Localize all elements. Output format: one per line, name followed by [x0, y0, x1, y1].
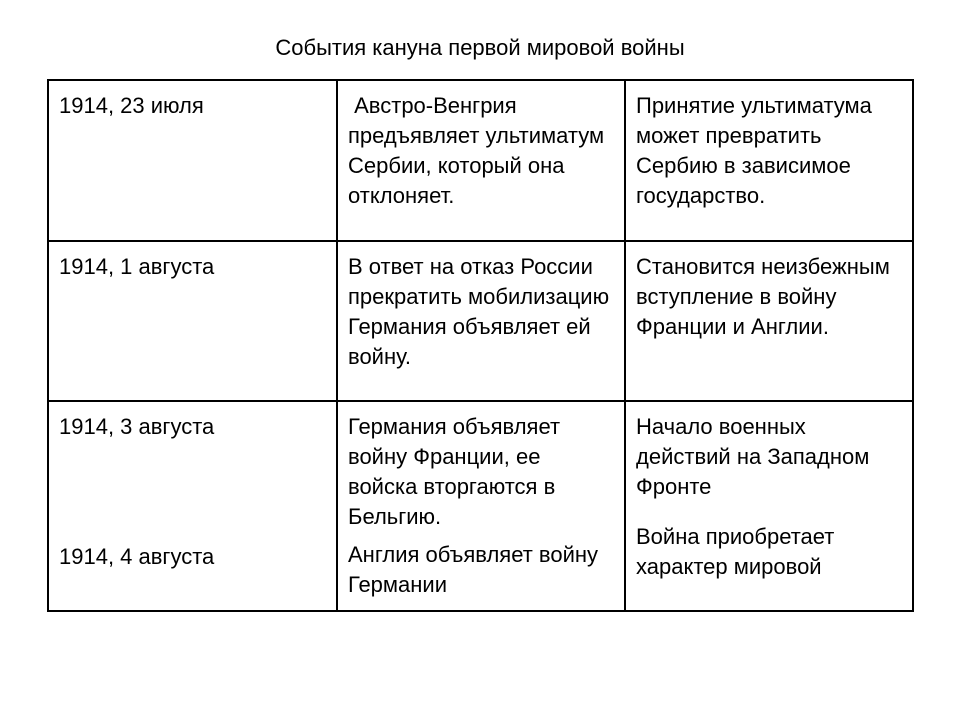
- event-cell: [337, 401, 625, 611]
- table-row: [48, 401, 913, 611]
- event-cell: [337, 241, 625, 401]
- date-text: 1914, 23 июля: [59, 93, 204, 118]
- slide-title: События кануна первой мировой войны: [275, 35, 685, 60]
- date-cell: [48, 241, 337, 401]
- table-row: [48, 241, 913, 401]
- date-cell: [48, 401, 337, 611]
- date-text-secondary: 1914, 4 августа: [59, 544, 215, 569]
- date-text: 1914, 3 августа: [59, 414, 215, 439]
- event-text: Австро-Венгрия предъявляет ультиматум Сербии, который она отклоняет.: [348, 93, 611, 208]
- events-table: [47, 79, 914, 612]
- result-text-secondary: Война приобретает характер мировой: [636, 524, 835, 579]
- event-text: В ответ на отказ России прекратить мобилизацию Германия объявляет ей войну.: [348, 254, 610, 369]
- result-text: Принятие ультиматума может превратить Сербию в зависимое государство.: [636, 93, 872, 208]
- result-cell: [625, 401, 913, 611]
- date-cell: [48, 80, 337, 241]
- table-row: [48, 80, 913, 241]
- event-text: Германия объявляет войну Франции, ее войска вторгаются в Бельгию.: [348, 414, 561, 529]
- event-cell: [337, 80, 625, 241]
- result-text: Начало военных действий на Западном Фронте: [636, 414, 870, 499]
- result-cell: [625, 241, 913, 401]
- date-text: 1914, 1 августа: [59, 254, 215, 279]
- event-text-secondary: Англия объявляет войну Германии: [348, 542, 599, 597]
- result-text: Становится неизбежным вступление в войну Франции и Англии.: [636, 254, 890, 339]
- result-cell: [625, 80, 913, 241]
